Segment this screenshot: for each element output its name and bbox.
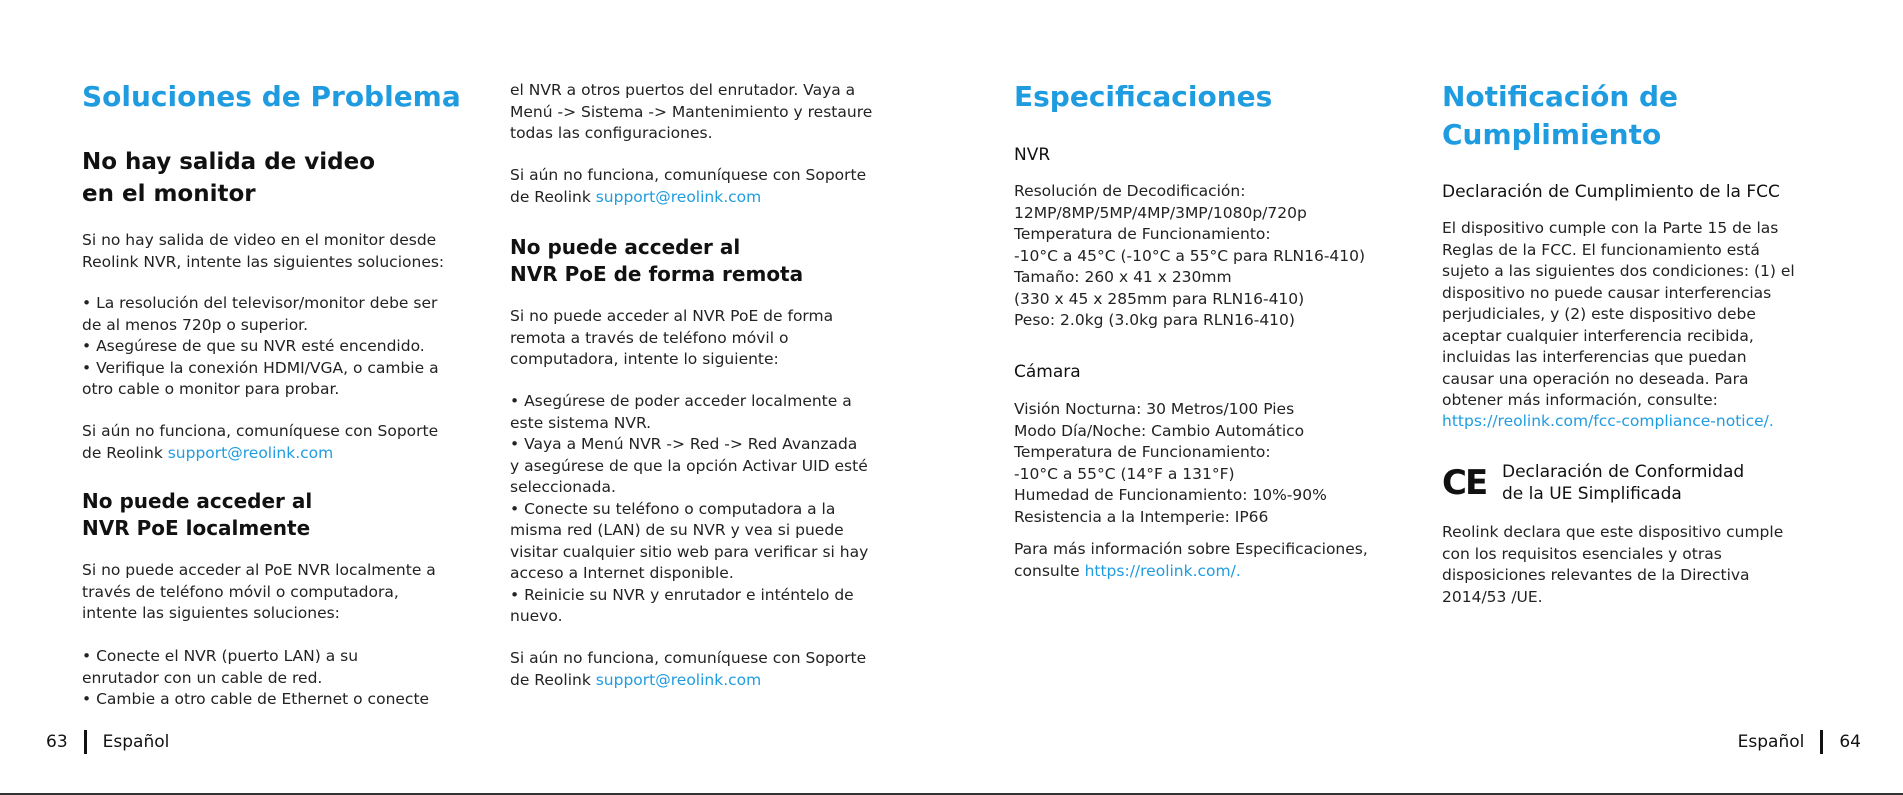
local-access-support bbox=[510, 165, 866, 208]
ue-heading-line2: de la UE Simplificada bbox=[1502, 484, 1682, 504]
local-access-support-text: Si aún no funciona, comuníquese con Soporte de Reolink bbox=[510, 166, 867, 206]
remote-access-heading bbox=[510, 234, 803, 288]
camera-heading: Cámara bbox=[1014, 362, 1081, 382]
more-info bbox=[1014, 539, 1368, 582]
local-access-intro: Si no puede acceder al PoE NVR localmente a través de teléfono móvil o computadora, intente las siguientes soluciones: bbox=[82, 561, 436, 622]
ue-heading bbox=[1502, 461, 1744, 505]
more-info-text: Para más información sobre Especificaciones, consulte bbox=[1014, 540, 1368, 580]
footer-divider bbox=[84, 730, 87, 754]
remote-access-support-text: Si aún no funciona, comuníquese con Soporte de Reolink bbox=[510, 649, 867, 689]
reolink-website-link[interactable]: https://reolink.com/. bbox=[1084, 561, 1241, 580]
support-email-link-2[interactable]: support@reolink.com bbox=[595, 187, 762, 206]
local-access-bullets: • Conecte el NVR (puerto LAN) a su enrutador con un cable de red. • Cambie a otro cable de Ethernet o conecte bbox=[82, 647, 430, 708]
right-footer bbox=[1738, 729, 1861, 755]
right-page-number: 64 bbox=[1839, 732, 1861, 752]
ce-mark-icon: CE bbox=[1442, 463, 1487, 503]
nvr-heading: NVR bbox=[1014, 145, 1051, 165]
no-video-bullets: • La resolución del televisor/monitor debe ser de al menos 720p o superior. • Asegúrese de que su NVR esté encendido. • Verifique la conexión HDMI/VGA, o cambie a otro cable o monitor para probar. bbox=[82, 294, 439, 398]
no-video-intro: Si no hay salida de video en el monitor desde Reolink NVR, intente las siguientes soluciones: bbox=[82, 231, 445, 271]
camera-specs: Visión Nocturna: 30 Metros/100 Pies Modo Día/Noche: Cambio Automático Temperatura de Funcionamiento: -10°C a 55°C (14°F a 131°F) Humedad de Funcionamiento: 10%-90% Resistencia a la Intemperie: IP66 bbox=[1014, 400, 1327, 526]
compliance-title-line1: Notificación de bbox=[1442, 80, 1679, 113]
footer-divider bbox=[1820, 730, 1823, 754]
remote-access-bullets: • Asegúrese de poder acceder localmente a este sistema NVR. • Vaya a Menú NVR -> Red -> Red Avanzada y asegúrese de que la opción Activar UID esté seleccionada. • Conecte su teléfono o computadora a la misma red (LAN) de su NVR y vea si puede visitar cualquier sitio web para verificar si hay acceso a Internet disponible. • Reinicie su NVR y enrutador e inténtelo de nuevo. bbox=[510, 392, 869, 625]
local-access-continued: el NVR a otros puertos del enrutador. Vaya a Menú -> Sistema -> Mantenimiento y restaure todas las configuraciones. bbox=[510, 81, 873, 142]
local-access-heading bbox=[82, 488, 312, 542]
troubleshooting-title: Soluciones de Problema bbox=[82, 80, 461, 113]
remote-access-support bbox=[510, 648, 866, 691]
no-video-support bbox=[82, 421, 438, 464]
right-footer-language: Español bbox=[1737, 732, 1805, 752]
local-access-heading-line2: NVR PoE localmente bbox=[82, 516, 311, 540]
fcc-compliance-link[interactable]: https://reolink.com/fcc-compliance-notice/. bbox=[1442, 412, 1774, 430]
specifications-title: Especificaciones bbox=[1014, 80, 1273, 113]
remote-access-heading-line2: NVR PoE de forma remota bbox=[510, 262, 804, 286]
fcc-heading: Declaración de Cumplimiento de la FCC bbox=[1442, 182, 1780, 202]
local-access-heading-line1: No puede acceder al bbox=[82, 489, 313, 513]
no-video-heading-line2: en el monitor bbox=[82, 181, 256, 207]
ue-heading-line1: Declaración de Conformidad bbox=[1502, 462, 1745, 482]
nvr-specs: Resolución de Decodificación: 12MP/8MP/5MP/4MP/3MP/1080p/720p Temperatura de Funcionamiento: -10°C a 45°C (-10°C a 55°C para RLN16-410) Tamaño: 260 x 41 x 230mm (330 x 45 x 285mm para RLN16-410) Peso: 2.0kg (3.0kg para RLN16-410) bbox=[1014, 182, 1366, 329]
support-email-link-1[interactable]: support@reolink.com bbox=[167, 443, 334, 462]
ue-text: Reolink declara que este dispositivo cumple con los requisitos esenciales y otras disposiciones relevantes de la Directiva 2014/53 /UE. bbox=[1442, 523, 1784, 606]
support-email-link-3[interactable]: support@reolink.com bbox=[595, 670, 762, 689]
fcc-text: El dispositivo cumple con la Parte 15 de las Reglas de la FCC. El funcionamiento está sujeto a las siguientes dos condiciones: (1) el dispositivo no puede causar interferencias perjudiciales, y (2) este dispositivo debe aceptar cualquier interferencia recibida, incluidas las interferencias que puedan causar una operación no deseada. Para obtener más información, consulte: bbox=[1442, 219, 1795, 409]
compliance-title bbox=[1442, 78, 1678, 154]
left-page-number: 63 bbox=[46, 732, 68, 752]
left-footer-language: Español bbox=[102, 732, 170, 752]
left-footer bbox=[46, 729, 169, 755]
remote-access-heading-line1: No puede acceder al bbox=[510, 235, 741, 259]
no-video-heading bbox=[82, 146, 375, 210]
remote-access-intro: Si no puede acceder al NVR PoE de forma remota a través de teléfono móvil o computadora, intente lo siguiente: bbox=[510, 307, 834, 368]
compliance-title-line2: Cumplimiento bbox=[1442, 118, 1662, 151]
no-video-support-text: Si aún no funciona, comuníquese con Soporte de Reolink bbox=[82, 422, 439, 462]
no-video-heading-line1: No hay salida de video bbox=[82, 149, 376, 175]
